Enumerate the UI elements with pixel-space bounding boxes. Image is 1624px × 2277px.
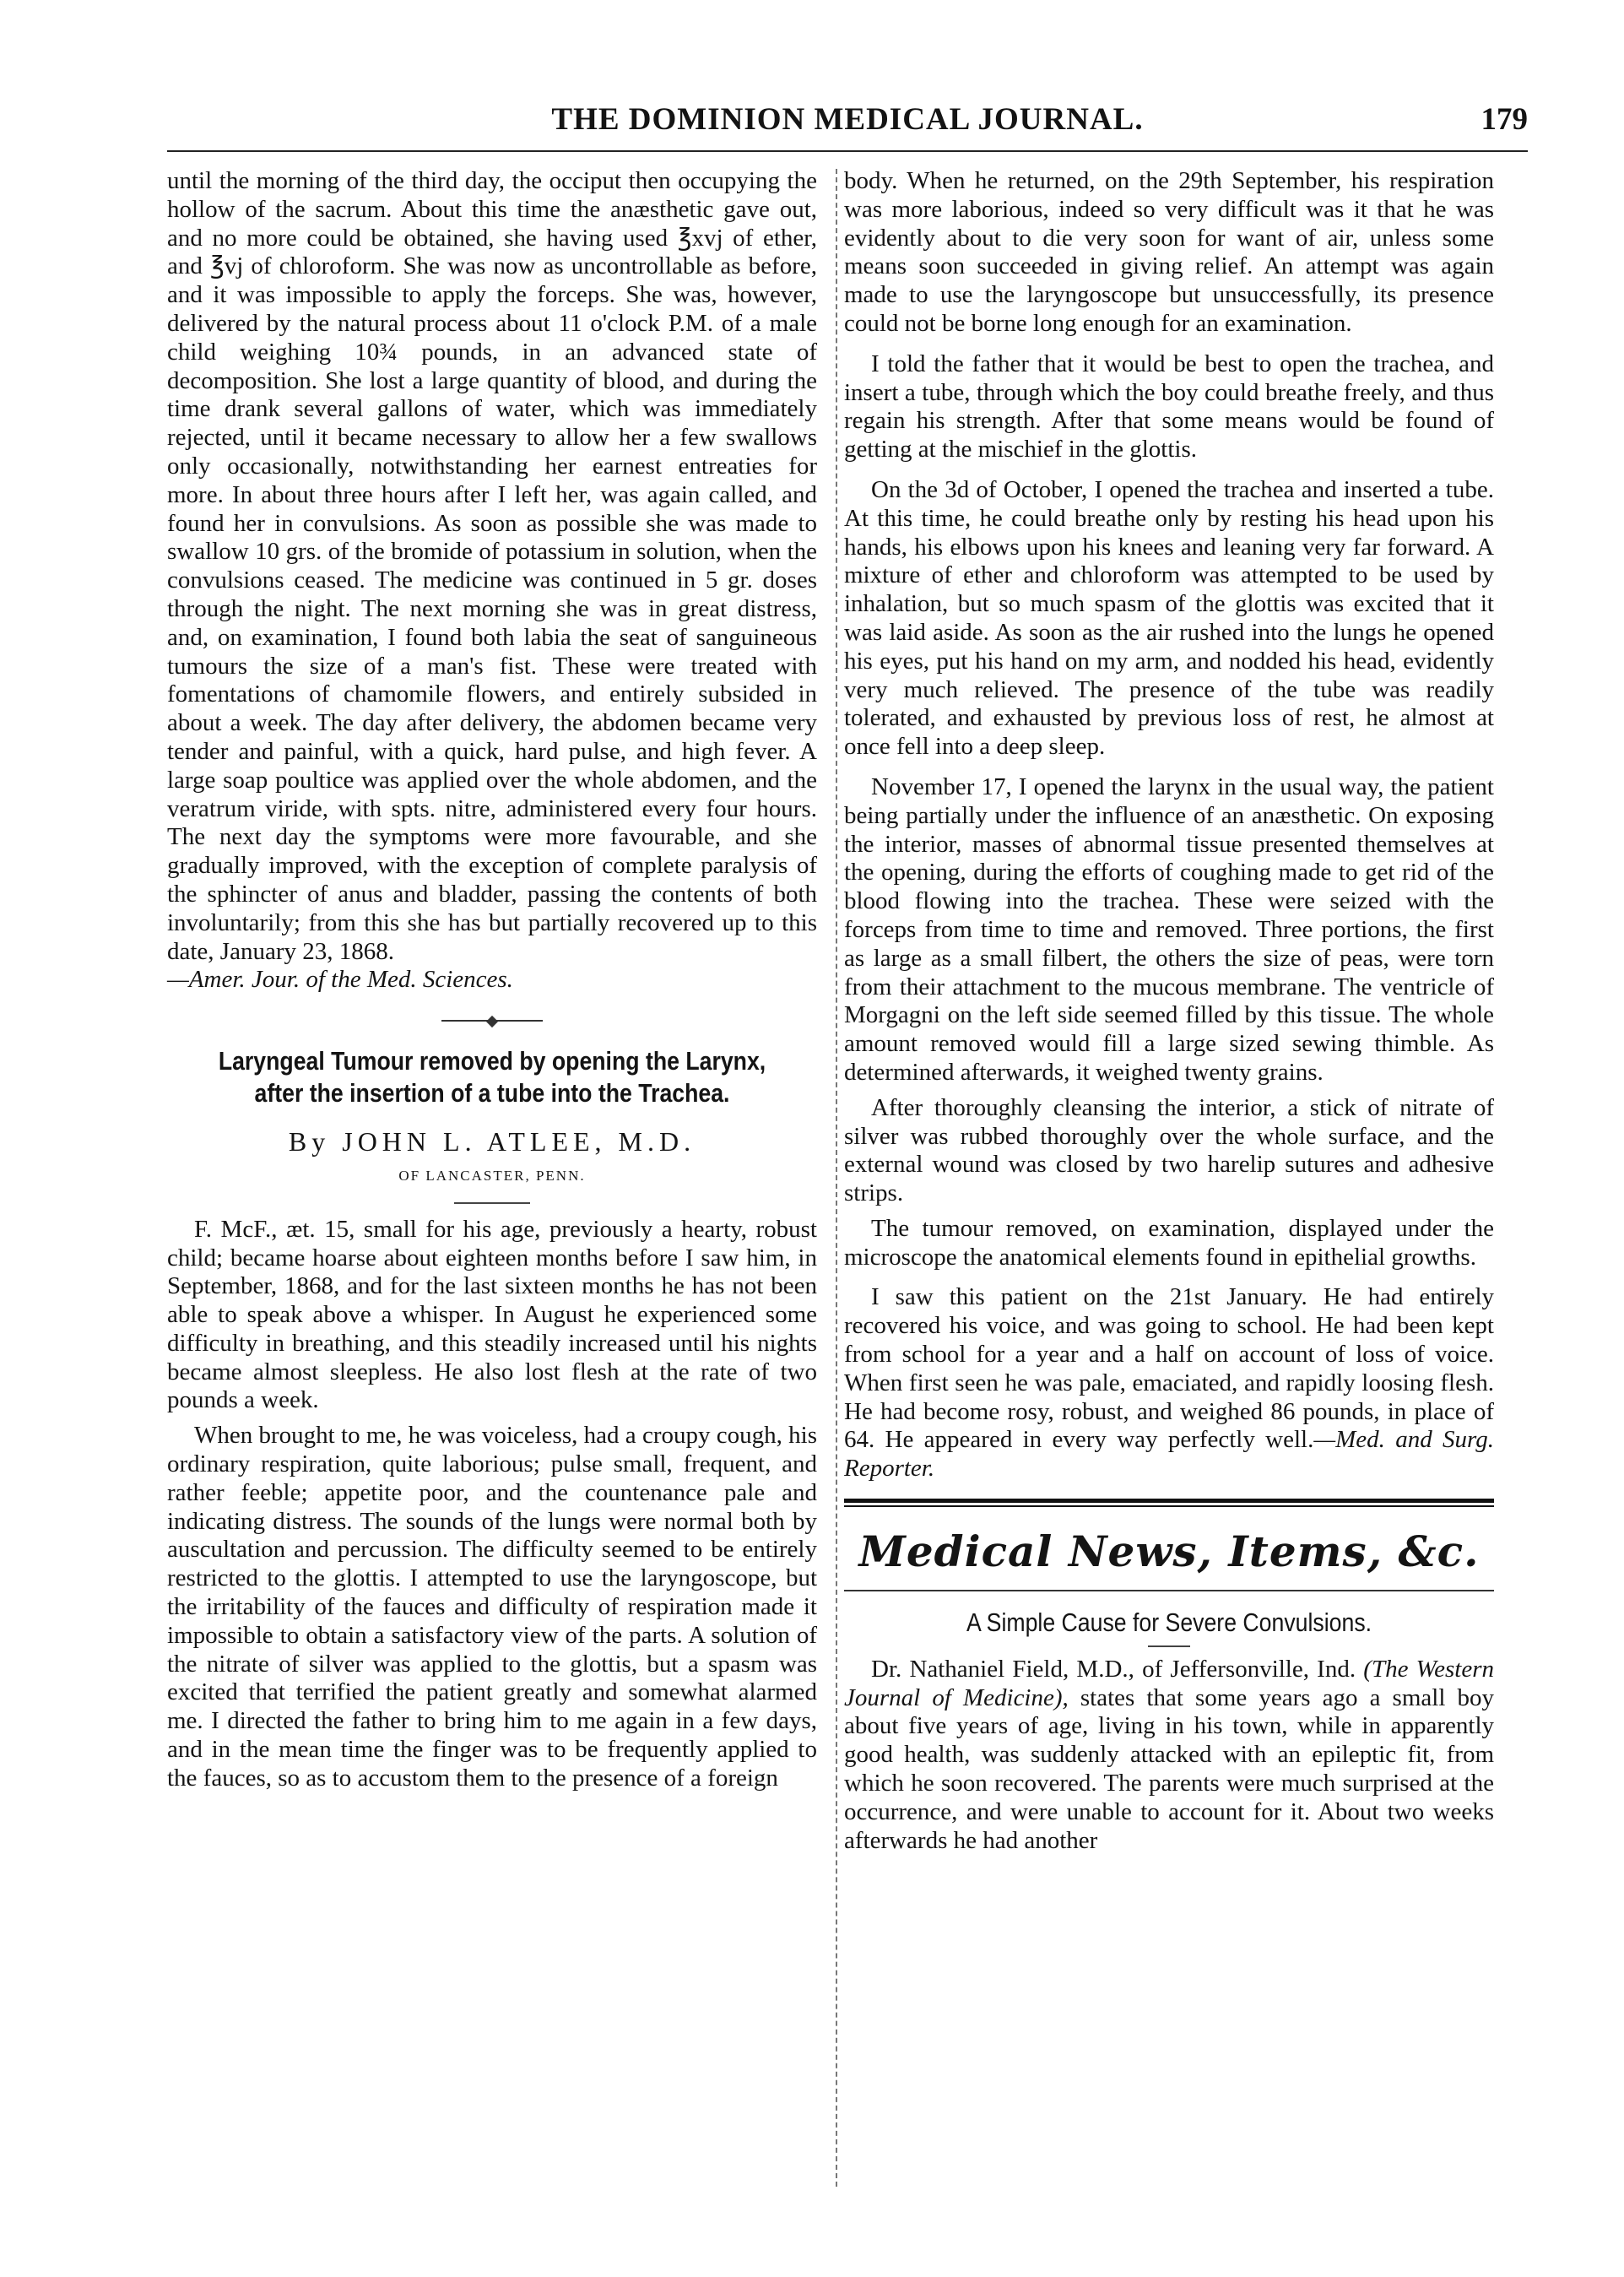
journal-name: (The Western Journal of Medicine),	[844, 1655, 1494, 1711]
page-header	[167, 101, 1528, 147]
article-title-line-2: after the insertion of a tube into the Trachea.	[254, 1078, 730, 1109]
section-heading: Medical News, Items, &c.	[858, 1526, 1480, 1577]
running-title: THE DOMINION MEDICAL JOURNAL.	[551, 102, 1144, 137]
column-divider	[836, 169, 837, 2187]
paragraph-text: I saw this patient on the 21st January. He had entirely recovered his voice, and was going to school. He had been kept from school for a year and a half on account of loss of voice. When first seen he was pale, emaciated, and rapidly loosing flesh. He had become rosy, robust, and weighed 86 pounds, in place of 64. He appeared in every way perfectly well.	[844, 1283, 1494, 1454]
article-title-line-1: Laryngeal Tumour removed by opening the Larynx,	[218, 1046, 766, 1076]
author-byline: By JOHN L. ATLEE, M.D.	[288, 1126, 696, 1157]
right-column	[844, 167, 1494, 1855]
left-column	[167, 167, 817, 1793]
header-rule	[167, 150, 1528, 152]
article-paragraph: When brought to me, he was voiceless, had a croupy cough, his ordinary respiration, quite laborious; pulse small, frequent, and rather feeble; appetite poor, and the countenance pale and indicating distress. The sounds of the lungs were normal both by auscultation and percussion. The difficulty seemed to be entirely restricted to the glottis. I attempted to use the laryngoscope, but the irritability of the fauces and difficulty of respiration made it impossible to obtain a satisfactory view of the parts. A solution of the nitrate of silver was applied to the glottis, but a spasm was excited that terrified the patient greatly and somewhat alarmed me. I directed the father to bring him to me again in a few days, and in the mean time the finger was to be frequently applied to the fauces, so as to accustom them to the presence of a foreign	[167, 1422, 817, 1792]
article-paragraph: I told the father that it would be best to open the trachea, and insert a tube, through which the boy could breathe freely, and thus regain his strength. After that some means would be found of getting at the mischief in the glottis.	[844, 350, 1494, 464]
article-paragraph	[844, 1283, 1494, 1483]
article-paragraph: The tumour removed, on examination, displayed under the microscope the anatomical elements found in epithelial growths.	[844, 1214, 1494, 1271]
paragraph-text: states that some years ago a small boy about five years of age, living in his town, while in apparently good health, was suddenly attacked with an epileptic fit, from which he soon recovered. The parents were much surprised at the occurrence, and were unable to account for it. About two weeks afterwards he had another	[844, 1683, 1494, 1854]
article-paragraph: On the 3d of October, I opened the trachea and inserted a tube. At this time, he could breathe only by resting his head upon his hands, his elbows upon his knees and leaning very far forward. A mixture of ether and chloroform was attempted to be used by inhalation, but so much spasm of the glottis was excited that it was laid aside. As soon as the air rushed into the lungs he opened his eyes, put his hand on my arm, and nodded his head, evidently very much relieved. The presence of the tube was readily tolerated, and exhausted by previous loss of rest, he almost at once fell into a deep sleep.	[844, 475, 1494, 761]
source-citation-text: —Med. and Surg. Reporter.	[844, 1426, 1494, 1483]
paragraph-text: Dr. Nathaniel Field, M.D., of Jeffersonville, Ind.	[871, 1655, 1364, 1683]
news-item-title: A Simple Cause for Severe Convulsions.	[966, 1607, 1372, 1638]
article-paragraph: After thoroughly cleansing the interior, a stick of nitrate of silver was rubbed thoroughly over the whole surface, and the external wound was closed by two harelip sutures and adhesive strips.	[844, 1093, 1494, 1207]
article-paragraph	[844, 1656, 1494, 1856]
article-paragraph: F. McF., æt. 15, small for his age, previously a hearty, robust child; became hoarse about eighteen months before I saw him, in September, 1868, and for the last sixteen months he has not been able to speak above a whisper. In August he experienced some difficulty in breathing, and this steadily increased until his nights became almost sleepless. He also lost flesh at the rate of two pounds a week.	[167, 1215, 817, 1414]
source-citation-text: —Amer. Jour. of the Med. Sciences.	[167, 966, 513, 994]
section-heading-rule	[844, 1590, 1494, 1591]
ornament-divider	[441, 1020, 543, 1022]
news-title-rule	[1148, 1645, 1190, 1647]
section-rule-thick	[844, 1499, 1494, 1503]
section-rule-thin	[844, 1505, 1494, 1507]
source-citation	[167, 966, 817, 995]
byline-rule	[454, 1202, 530, 1204]
continued-paragraph: until the morning of the third day, the occiput then occupying the hollow of the sacrum. About this time the anæsthetic gave out, and no more could be obtained, she having used ℥xvj of ether, and ℥vj of chloroform. She was now as uncontrollable as before, and it was impossible to apply the forceps. She was, however, delivered by the natural process about 11 o'clock P.M. of a male child weighing 10¾ pounds, in an advanced state of decomposition. She lost a large quantity of blood, and during the time drank several gallons of water, which was immediately rejected, until it became necessary to allow her a few swallows only occasionally, notwithstanding her earnest entreaties for more. In about three hours after I left her, was again called, and found her in convulsions. As soon as possible she was made to swallow 10 grs. of the bromide of potassium in solution, when the convulsions ceased. The medicine was continued in 5 gr. doses through the night. The next morning she was in great distress, and, on examination, I found both labia the seat of sanguineous tumours the size of a man's fist. These were treated with fomentations of chamomile flowers, and entirely subsided in about a week. The day after delivery, the abdomen became very tender and painful, with a quick, hard pulse, and high fever. A large soap poultice was applied over the whole abdomen, and the veratrum viride, with spts. nitre, administered every four hours. The next day the symptoms were more favourable, and she gradually improved, with the exception of complete paralysis of the sphincter of anus and bladder, passing the contents of both involuntarily; from this she has but partially recovered up to this date, January 23, 1868.	[167, 167, 817, 965]
page-number: 179	[1481, 102, 1528, 137]
article-title	[213, 1045, 771, 1109]
article-paragraph: body. When he returned, on the 29th September, his respiration was more laborious, indeed so very difficult was it that he was evidently about to die very soon for want of air, unless some means soon succeeded in giving relief. An attempt was again made to use the laryngoscope but unsuccessfully, its presence could not be borne long enough for an examination.	[844, 167, 1494, 337]
article-paragraph: November 17, I opened the larynx in the usual way, the patient being partially under the influence of an anæsthetic. On exposing the interior, masses of abnormal tissue presented themselves at the opening, during the efforts of coughing made to get rid of the blood flowing into the trachea. These were seized with the forceps from time to time and removed. Three portions, the first as large as a small filbert, the others the size of peas, were torn from their attachment to the mucous membrane. The ventricle of Morgagni on the left side seemed filled by this tissue. The whole amount removed would fill a large sized sewing thimble. As determined afterwards, it weighed twenty grains.	[844, 773, 1494, 1086]
author-affiliation: OF LANCASTER, PENN.	[398, 1167, 586, 1184]
